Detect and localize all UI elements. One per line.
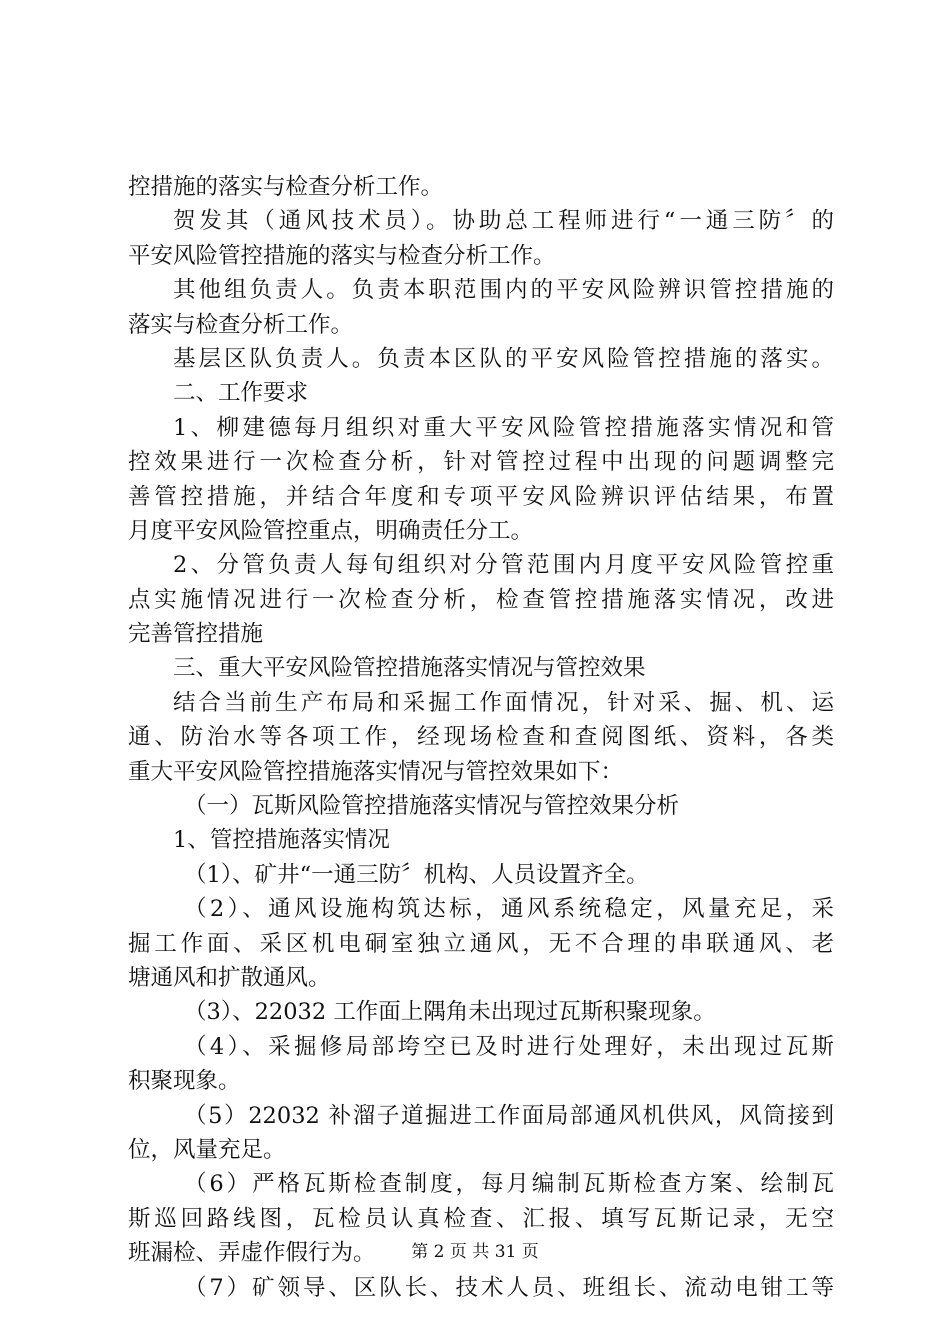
text-line-1: 控措施的落实与检查分析工作。 <box>128 174 444 200</box>
text-line-33: （7）矿领导、区队长、技术人员、班组长、流动电钳工等 <box>184 1274 834 1301</box>
text-line-2: 贺发其（通风技术员）。协助总工程师进行“一通三防〞的 <box>173 208 834 235</box>
text-line-18: 重大平安风险管控措施落实情况与管控效果如下： <box>128 758 624 785</box>
text-line-9: 控效果进行一次检查分析，针对管控过程中出现的问题调整完 <box>128 449 834 476</box>
text-line-28: （5）22032 补溜子道掘进工作面局部通风机供风，风筒接到 <box>184 1102 834 1129</box>
section-heading-3: 三、重大平安风险管控措施落实情况与管控效果 <box>173 655 646 682</box>
text-line-29: 位，风量充足。 <box>128 1136 286 1163</box>
text-line-4: 其他组负责人。负责本职范围内的平安风险辨识管控措施的 <box>173 277 834 304</box>
text-line-12: 2、分管负责人每旬组织对分管范围内月度平安风险管控重 <box>173 552 834 579</box>
document-body <box>128 170 834 1305</box>
text-line-5: 落实与检查分析工作。 <box>128 311 354 338</box>
text-line-14: 完善管控措施 <box>128 621 264 648</box>
text-line-6: 基层区队负责人。负责本区队的平安风险管控措施的落实。 <box>173 345 834 372</box>
text-line-21: （1）、矿井“一通三防〞机构、人员设置齐全。 <box>184 861 649 888</box>
text-line-27: 积聚现象。 <box>128 1068 241 1095</box>
text-line-31: 斯巡回路线图，瓦检员认真检查、汇报、填写瓦斯记录，无空 <box>128 1205 834 1232</box>
text-line-10: 善管控措施，并结合年度和专项平安风险辨识评估结果，布置 <box>128 483 834 510</box>
text-line-26: （4）、采掘修局部垮空已及时进行处理好，未出现过瓦斯 <box>184 1033 834 1060</box>
text-line-11: 月度平安风险管控重点，明确责任分工。 <box>128 517 534 544</box>
text-line-17: 通、防治水等各项工作，经现场检查和查阅图纸、资料，各类 <box>128 724 834 751</box>
page-number-label: 第 2 页 共 31 页 <box>411 1242 539 1262</box>
page-footer <box>0 1240 950 1264</box>
text-line-32: 班漏检、弄虚作假行为。 <box>128 1240 376 1267</box>
text-line-8: 1、柳建德每月组织对重大平安风险管控措施落实情况和管 <box>173 414 834 441</box>
text-line-24: 塘通风和扩散通风。 <box>128 964 331 991</box>
text-line-30: （6）严格瓦斯检查制度，每月编制瓦斯检查方案、绘制瓦 <box>184 1171 834 1198</box>
text-line-13: 点实施情况进行一次检查分析，检查管控措施落实情况，改进 <box>128 586 834 613</box>
text-line-23: 掘工作面、采区机电硐室独立通风，无不合理的串联通风、老 <box>128 930 834 957</box>
subsection-heading-1: （一）瓦斯风险管控措施落实情况与管控效果分析 <box>184 793 680 820</box>
text-line-22: （2）、通风设施构筑达标，通风系统稳定，风量充足，采 <box>184 896 834 923</box>
text-line-20: 1、管控措施落实情况 <box>173 827 390 854</box>
text-line-3: 平安风险管控措施的落实与检查分析工作。 <box>128 242 556 269</box>
text-line-16: 结合当前生产布局和采掘工作面情况，针对采、掘、机、运 <box>173 689 834 716</box>
text-line-25: （3）、22032 工作面上隅角未出现过瓦斯积聚现象。 <box>184 999 716 1026</box>
section-heading-2: 二、工作要求 <box>173 380 309 407</box>
